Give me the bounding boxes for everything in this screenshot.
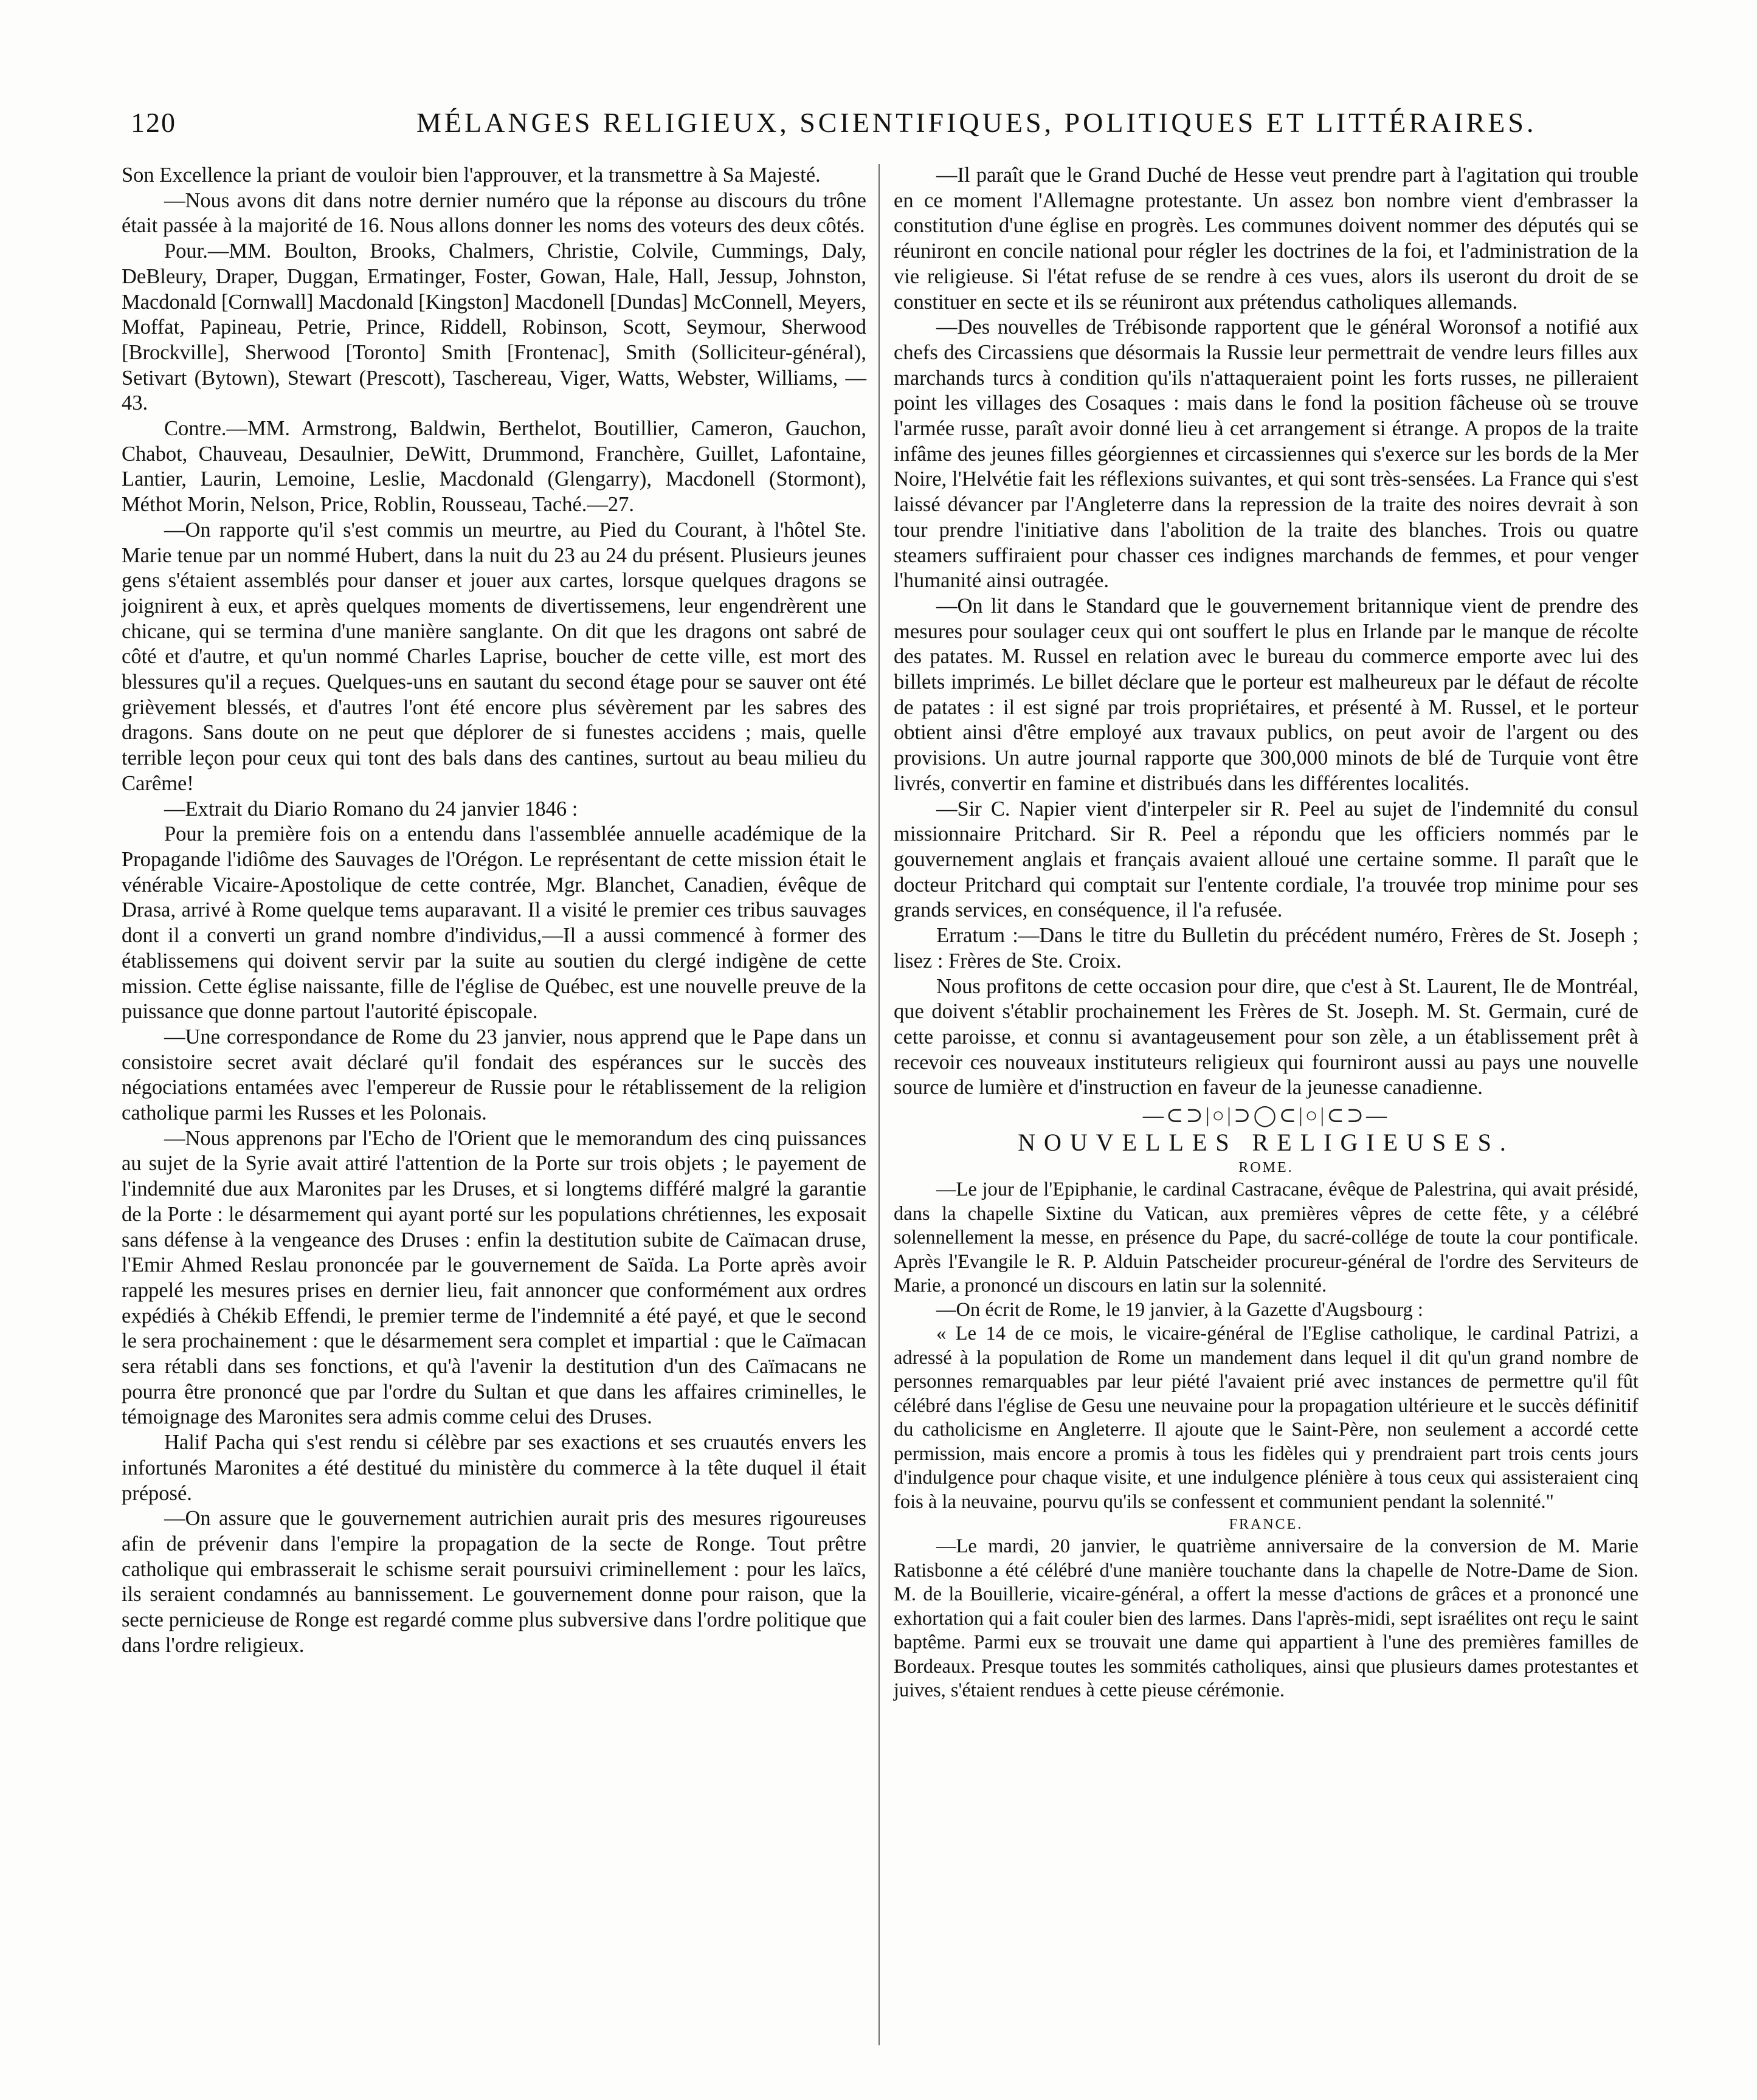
paragraph: —Le jour de l'Epiphanie, le cardinal Castracane, évêque de Palestrina, qui avait présidé, dans la chapelle Sixtine du Vatican, aux premières vêpres de cette fête, y a célébré solennellement la messe, en présence du Pape, du sacré-collége de toute la cour pontificale. Après l'Evangile le R. P. Alduin Patscheider procureur-général de l'ordre des Serviteurs de Marie, a prononcé un discours en latin sur la solennité. <box>894 1179 1638 1297</box>
column-divider <box>878 164 880 2045</box>
ornament-divider: —⊂⊃|○|⊃◯⊂|○|⊂⊃— <box>1142 1104 1390 1127</box>
paragraph: Pour.—MM. Boulton, Brooks, Chalmers, Christie, Colvile, Cummings, Daly, DeBleury, Draper, Duggan, Ermatinger, Foster, Gowan, Hale, Hall, Jessup, Johnston, Macdonald [Cornwall] Macdonald [Kingston] Macdonell [Dundas] McConnell, Meyers, Moffat, Papineau, Petrie, Prince, Riddell, Robinson, Scott, Seymour, Sherwood [Brockville], Sherwood [Toronto] Smith [Frontenac], Smith (Solliciteur-général), Setivart (Bytown), Stewart (Prescott), Taschereau, Viger, Watts, Webster, Williams, —43. <box>122 239 866 415</box>
page-number: 120 <box>131 107 176 138</box>
paragraph: —On écrit de Rome, le 19 janvier, à la Gazette d'Augsbourg : <box>936 1298 1423 1321</box>
paragraph: —On rapporte qu'il s'est commis un meurtre, au Pied du Courant, à l'hôtel Ste. Marie tenue par un nommé Hubert, dans la nuit du 23 au 24 du présent. Plusieurs jeunes gens s'étaient assemblés pour danser et jouer aux cartes, lorsque quelques dragons se joignirent à eux, et après quelques moments de divertissemens, leur engendrèrent une chicane, qui se termina d'une manière sanglante. On dit que les dragons ont sabré de côté et d'autre, et qu'un nommé Charles Laprise, boucher de cette ville, est mort des blessures qu'il a reçues. Quelques-uns en sautant du second étage pour se sauver ont été grièvement blessés, et d'autres l'ont été encore plus sévèrement par les sabres des dragons. Sans doute on ne peut que déplorer de si funestes accidens ; mais, quelle terrible leçon pour ceux qui tont des bals dans des cantines, surtout au beau milieu du Carême! <box>122 518 866 795</box>
paragraph: —Le mardi, 20 janvier, le quatrième anniversaire de la conversion de M. Marie Ratisbonne a été célébré d'une manière touchante dans la chapelle de Notre-Dame de Sion. M. de la Bouillerie, vicaire-général, a offert la messe d'actions de grâces et a prononcé une exhortation qui a fait couler bien des larmes. Dans l'après-midi, sept israélites ont reçu le saint baptême. Parmi eux se trouvait une dame qui appartient à l'une des premières familles de Bordeaux. Presque toutes les sommités catholiques, ainsi que plusieurs dames protestantes et juives, s'étaient rendues à cette pieuse cérémonie. <box>894 1535 1638 1702</box>
paragraph: Halif Pacha qui s'est rendu si célèbre par ses exactions et ses cruautés envers les infortunés Maronites a été destitué du ministère du commerce à la tête duquel il était préposé. <box>122 1431 866 1505</box>
section-title: NOUVELLES RELIGIEUSES. <box>1018 1128 1514 1156</box>
running-title: MÉLANGES RELIGIEUX, SCIENTIFIQUES, POLITIQUES ET LITTÉRAIRES. <box>416 107 1537 138</box>
paragraph: —On assure que le gouvernement autrichien aurait pris des mesures rigoureuses afin de prévenir dans l'empire la propagation de la secte de Ronge. Tout prêtre catholique qui embrasserait le schisme serait poursuivi criminellement : pour les laïcs, ils seraient condamnés au bannissement. Le gouvernement donne pour raison, que la secte pernicieuse de Ronge est regardé comme plus subversive dans l'ordre politique que dans l'ordre religieux. <box>122 1507 866 1657</box>
paragraph: —On lit dans le Standard que le gouvernement britannique vient de prendre des mesures pour soulager ceux qui ont souffert le plus en Irlande par le manque de récolte des patates. M. Russel en relation avec le bureau du commerce emporte avec lui des billets imprimés. Le billet déclare que le porteur est malheureux par le défaut de récolte de patates : il est signé par trois propriétaires, et présenté à M. Russel, et le porteur obtient ainsi d'être employé aux travaux publics, on peut avoir de l'argent ou des provisions. Un autre journal rapporte que 300,000 minots de blé de Turquie vont être livrés, convertir en famine et distribués dans les différentes localités. <box>894 594 1638 795</box>
rome-heading: ROME. <box>1238 1160 1294 1176</box>
paragraph: —Une correspondance de Rome du 23 janvier, nous apprend que le Pape dans un consistoire secret avait déclaré qu'il fondait des espérances sur le succès des négociations entamées avec l'empereur de Russie pour le rétablissement de la religion catholique parmi les Russes et les Polonais. <box>122 1025 866 1125</box>
right-column <box>894 163 1638 1703</box>
paragraph: Contre.—MM. Armstrong, Baldwin, Berthelot, Boutillier, Cameron, Gauchon, Chabot, Chauveau, Desaulnier, DeWitt, Drummond, Franchère, Guillet, Lafontaine, Lantier, Laurin, Lemoine, Leslie, Macdonald (Glengarry), Macdonell (Stormont), Méthot Morin, Nelson, Price, Roblin, Rousseau, Taché.—27. <box>122 417 866 517</box>
paragraph: —Nous apprenons par l'Echo de l'Orient que le memorandum des cinq puissances au sujet de la Syrie avait attiré l'attention de la Porte sur trois objets ; le payement de l'indemnité due aux Maronites par les Druses, et si longtems différé malgré la garantie de la Porte : le désarmement qui ayant porté sur les populations chrétiennes, les exposait sans défense à la vengeance des Druses : enfin la destitution subite de Caïmacan druse, l'Emir Ahmed Reslau prononcée par le gouvernement de Saïda. La Porte après avoir rappelé les mesures prises en dernier lieu, fait annoncer que conformément aux ordres expédiés à Chékib Effendi, le premier terme de l'indemnité a été payé, et que le second le sera prochainement : que le désarmement sera complet et impartial : que le Caïmacan sera rétabli dans ses fonctions, et qu'à l'avenir la destitution d'un des Caïmacans ne pourra être prononcé que par l'ordre du Sultan et que dans les affaires criminelles, le témoignage des Maronites sera admis comme celui des Druses. <box>122 1126 866 1429</box>
paragraph: Son Excellence la priant de vouloir bien l'approuver, et la transmettre à Sa Majesté. <box>122 164 821 187</box>
paragraph: —Il paraît que le Grand Duché de Hesse veut prendre part à l'agitation qui trouble en ce moment l'Allemagne protestante. Un assez bon nombre vient d'embrasser la constitution d'une église en progrès. Les communes doivent nommer des députés qui se réuniront en concile national pour régler les doctrines de la foi, et l'administration de la vie religieuse. Si l'état refuse de se rendre à ces vues, alors ils useront du droit de se constituer en secte et ils se réuniront aux prétendus catholiques allemands. <box>894 164 1638 314</box>
erratum: Erratum :—Dans le titre du Bulletin du précédent numéro, Frères de St. Joseph ; lisez : Frères de Ste. Croix. <box>894 924 1638 973</box>
paragraph: « Le 14 de ce mois, le vicaire-général de l'Eglise catholique, le cardinal Patrizi, a adressé à la population de Rome un mandement dans lequel il dit qu'un grand nombre de personnes remarquables par leur piété l'avaient prié avec instances de permettre qu'il fût célébré dans l'église de Gesu une neuvaine pour la propagation ultérieure et le succès définitif du catholicisme en Angleterre. Il ajoute que le Saint-Père, non seulement a accordé cette permission, mais encore a promis à tous les fidèles qui y prendraient part trois cents jours d'indulgence pour chaque visite, et une indulgence plénière à tous ceux qui assisteraient cinq fois à la neuvaine, pourvu qu'ils se confessent et communient pendant la solennité." <box>894 1323 1638 1513</box>
religious-news <box>894 1157 1638 1703</box>
paragraph: —Des nouvelles de Trébisonde rapportent que le général Woronsof a notifié aux chefs des Circassiens que désormais la Russie leur permettrait de vendre leurs filles aux marchands turcs à condition qu'ils n'attaqueraient point les forts russes, ne pilleraient point les villages des Cosaques : mais dans le fond la position fâcheuse où se trouve l'armée russe, paraît avoir donné lieu à cet arrangement si étrange. A propos de la traite infâme des jeunes filles géorgiennes et circassiennes qui s'exerce sur les bords de la Mer Noire, l'Helvétie fait les réflexions suivantes, et qui sont très-sensées. La France qui s'est laissé dévancer par l'Angleterre dans la repression de la traite des noires devrait à son tour prendre l'initiative dans l'abolition de la traite des blanches. Trois ou quatre steamers suffiraient pour chasser ces indignes marchands de femmes, et pour venger l'humanité ainsi outragée. <box>894 315 1638 593</box>
left-column <box>122 163 866 1658</box>
page-header <box>131 106 1705 155</box>
paragraph: —Extrait du Diario Romano du 24 janvier 1846 : <box>164 797 578 821</box>
paragraph: Nous profitons de cette occasion pour dire, que c'est à St. Laurent, Ile de Montréal, que doivent s'établir prochainement les Frères de St. Joseph. M. St. Germain, curé de cette paroisse, et connu si avantageusement pour son zèle, a un établissement prêt à recevoir ces nouveaux instituteurs religieux qui fourniront aussi au pays une nouvelle source de lumière et d'instruction en faveur de la jeunesse canadienne. <box>894 974 1638 1100</box>
paragraph: —Nous avons dit dans notre dernier numéro que la réponse au discours du trône était passée à la majorité de 16. Nous allons donner les noms des voteurs des deux côtés. <box>122 188 866 238</box>
paragraph: Pour la première fois on a entendu dans l'assemblée annuelle académique de la Propagande l'idiôme des Sauvages de l'Orégon. Le représentant de cette mission était le vénérable Vicaire-Apostolique de cette contrée, Mgr. Blanchet, Canadien, évêque de Drasa, arrivé à Rome quelque tems auparavant. Il a visité le premier ces tribus sauvages dont il a converti un grand nombre d'individus,—Il a aussi commencé à former des établissemens qui doivent servir par la suite au soutien du clergé indigène de cette mission. Cette église naissante, fille de l'église de Québec, est une nouvelle preuve de la puissance que donne partout l'autorité épiscopale. <box>122 822 866 1024</box>
france-heading: FRANCE. <box>1229 1516 1303 1533</box>
paragraph: —Sir C. Napier vient d'interpeler sir R. Peel au sujet de l'indemnité du consul missionnaire Pritchard. Sir R. Peel a répondu que les officiers nommés par le gouvernement anglais et français avaient alloué une certaine somme. Il paraît que le docteur Pritchard qui comptait sur l'entente cordiale, l'a trouvée trop minime pour ses grands services, en conséquence, il l'a refusée. <box>894 797 1638 922</box>
